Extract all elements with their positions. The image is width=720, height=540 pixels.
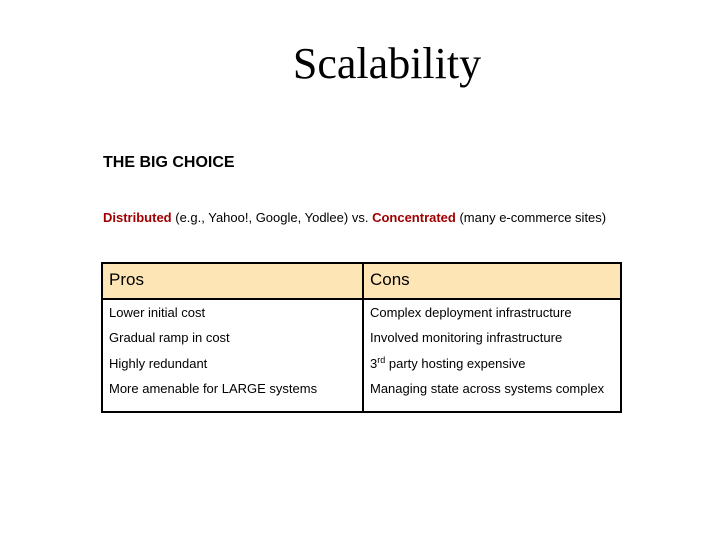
description-part-1: (e.g., Yahoo!, Google, Yodlee) vs. (171, 210, 373, 225)
term-concentrated: Concentrated (372, 210, 456, 225)
header-cons: Cons (370, 270, 410, 289)
column-divider (362, 264, 364, 411)
con-cell: Managing state across systems complex (370, 381, 605, 396)
con-cell: Involved monitoring infrastructure (370, 330, 563, 345)
ordinal-suffix: rd (377, 355, 386, 365)
pro-cell: Highly redundant (109, 356, 208, 371)
description-text (103, 209, 623, 226)
pro-cell: More amenable for LARGE systems (109, 381, 318, 396)
description-part-2: (many e-commerce sites) (455, 210, 607, 225)
con-cell (370, 355, 525, 373)
ordinal-number: 3 (370, 356, 378, 371)
slide-title: Scalability (292, 39, 482, 88)
con-cell-text: party hosting expensive (385, 356, 526, 371)
header-pros: Pros (109, 270, 144, 289)
section-heading: THE BIG CHOICE (103, 154, 235, 171)
pros-cons-table (101, 262, 622, 413)
con-cell: Complex deployment infrastructure (370, 305, 572, 320)
pro-cell: Lower initial cost (109, 305, 206, 320)
term-distributed: Distributed (103, 210, 172, 225)
pro-cell: Gradual ramp in cost (109, 330, 230, 345)
